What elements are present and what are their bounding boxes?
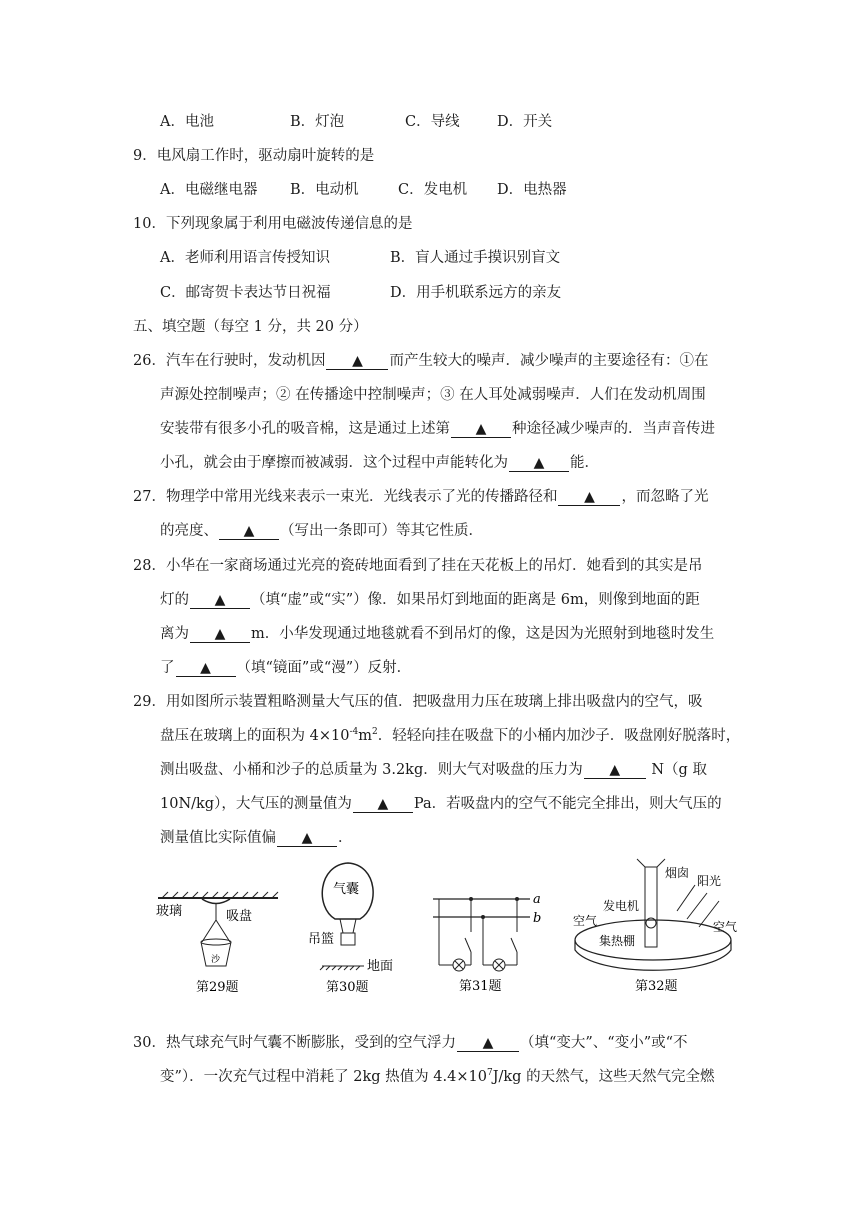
q29-exponent: 2 <box>371 727 378 738</box>
q10-option-c: C．邮寄贺卡表达节日祝福 <box>160 285 331 301</box>
q29-text: 10N/kg），大气压的测量值为 <box>160 796 352 812</box>
q29-text: N（g 取 <box>646 762 707 778</box>
q9-option-b: B．电动机 <box>290 182 359 198</box>
q8-option-d: D．开关 <box>497 114 553 130</box>
q30-text: 变”）．一次充气过程中消耗了 2kg 热值为 4.4×10 <box>160 1069 487 1085</box>
figure-30 <box>300 855 410 1000</box>
q29-line3 <box>160 760 707 780</box>
chimney-top <box>637 859 665 867</box>
answer-blank[interactable]: ▲ <box>509 455 569 472</box>
q28-line1: 28．小华在一家商场通过光亮的瓷砖地面看到了挂在天花板上的吊灯．她看到的其实是吊 <box>133 558 703 574</box>
q9-stem: 9．电风扇工作时，驱动扇叶旋转的是 <box>133 148 375 164</box>
label-sand: 沙 <box>211 955 221 965</box>
figure-31 <box>425 860 555 1000</box>
q26-text: 安装带有很多小孔的吸音棉，这是通过上述第 <box>160 421 450 437</box>
label-airbag: 气囊 <box>333 882 360 897</box>
junction <box>481 915 485 919</box>
q26-text: 小孔，就会由于摩擦而被减弱．这个过程中声能转化为 <box>160 455 508 471</box>
q10-stem: 10．下列现象属于利用电磁波传递信息的是 <box>133 216 413 232</box>
q29-text: 测出吸盘、小桶和沙子的总质量为 3.2kg．则大气对吸盘的压力为 <box>160 762 583 778</box>
switch-1 <box>465 938 471 952</box>
q30-text: 30．热气球充气时气囊不断膨胀，受到的空气浮力 <box>133 1035 456 1051</box>
label-air-left: 空气 <box>573 914 598 928</box>
answer-blank[interactable]: ▲ <box>277 830 337 847</box>
q27-line2 <box>160 521 483 541</box>
q26-line1 <box>133 351 708 371</box>
q27-text: ，而忽略了光 <box>621 489 709 505</box>
q26-text: 能． <box>570 455 599 471</box>
q29-text: 盘压在玻璃上的面积为 4×10 <box>160 728 350 744</box>
q8-option-c: C．导线 <box>405 114 460 130</box>
figure-29 <box>150 860 280 1000</box>
caption-31: 第31题 <box>459 979 502 994</box>
answer-blank[interactable]: ▲ <box>584 762 646 779</box>
answer-blank[interactable]: ▲ <box>219 523 279 540</box>
chimney <box>645 867 657 947</box>
q27-text: 的亮度、 <box>160 523 218 539</box>
caption-29: 第29题 <box>196 980 239 995</box>
q29-text: Pa．若吸盘内的空气不能完全排出，则大气压的 <box>413 796 722 812</box>
switch-2 <box>511 938 517 952</box>
q29-text: ． <box>338 830 353 846</box>
label-generator: 发电机 <box>603 899 640 913</box>
rope-left <box>340 919 343 933</box>
q26-line2: 声源处控制噪声；② 在传播途中控制噪声；③ 在人耳处减弱噪声．人们在发动机周围 <box>160 387 706 403</box>
q30-line2 <box>160 1067 715 1087</box>
label-shed: 集热棚 <box>599 934 636 948</box>
label-glass: 玻璃 <box>156 904 183 919</box>
q28-text: 离为 <box>160 626 189 642</box>
label-ground: 地面 <box>367 959 394 974</box>
ground-hatching <box>320 966 360 970</box>
caption-32: 第32题 <box>635 979 678 994</box>
label-air-right: 空气 <box>713 920 738 934</box>
answer-blank[interactable]: ▲ <box>451 421 511 438</box>
q28-text: m．小华发现通过地毯就看不到吊灯的像，这是因为光照射到地毯时发生 <box>251 626 715 642</box>
q28-text: （填“虚”或“实”）像．如果吊灯到地面的距离是 6m，则像到地面的距 <box>251 592 700 608</box>
q10-option-b: B．盲人通过手摸识别盲文 <box>390 250 561 266</box>
q28-line3 <box>160 624 714 644</box>
q29-exponent: -4 <box>349 727 359 738</box>
q29-line1: 29．用如图所示装置粗略测量大气压的值．把吸盘用力压在玻璃上排出吸盘内的空气，吸 <box>133 694 703 710</box>
suction-cup <box>202 899 230 904</box>
q10-option-a: A．老师利用语言传授知识 <box>160 250 330 266</box>
label-basket: 吊篮 <box>308 932 335 947</box>
q29-line4 <box>160 794 722 814</box>
junction <box>469 897 473 901</box>
answer-blank[interactable]: ▲ <box>457 1035 519 1052</box>
q30-text: J/kg 的天然气，这些天然气完全燃 <box>492 1069 715 1085</box>
figure-32 <box>565 855 745 1000</box>
q29-text: m <box>358 728 372 744</box>
label-a: a <box>533 892 541 907</box>
q27-line1 <box>133 487 708 507</box>
q29-line2 <box>160 726 740 746</box>
q28-text: （填“镜面”或“漫”）反射． <box>236 660 412 676</box>
q10-option-d: D．用手机联系远方的亲友 <box>390 285 562 301</box>
q30-line1 <box>133 1033 688 1053</box>
q26-text: 而产生较大的噪声．减少噪声的主要途径有：①在 <box>389 353 709 369</box>
answer-blank[interactable]: ▲ <box>190 626 250 643</box>
caption-30: 第30题 <box>326 980 369 995</box>
q26-text: 种途径减少噪声的．当声音传进 <box>512 421 715 437</box>
bucket-rim <box>201 939 231 945</box>
q26-text: 26．汽车在行驶时，发动机因 <box>133 353 326 369</box>
q8-option-b: B．灯泡 <box>290 114 345 130</box>
q28-line4 <box>160 658 411 678</box>
q29-text: ．轻轻向挂在吸盘下的小桶内加沙子．吸盘刚好脱落时， <box>377 728 741 744</box>
q9-option-c: C．发电机 <box>398 182 468 198</box>
label-chimney: 烟囱 <box>665 866 690 880</box>
label-sunlight: 阳光 <box>697 874 722 888</box>
answer-blank[interactable]: ▲ <box>353 796 413 813</box>
answer-blank[interactable]: ▲ <box>176 660 236 677</box>
answer-blank[interactable]: ▲ <box>326 353 388 370</box>
q28-text: 灯的 <box>160 592 189 608</box>
q27-text: 27．物理学中常用光线来表示一束光．光线表示了光的传播路径和 <box>133 489 558 505</box>
answer-blank[interactable]: ▲ <box>190 592 250 609</box>
q8-option-a: A．电池 <box>160 114 214 130</box>
q29-text: 测量值比实际值偏 <box>160 830 276 846</box>
label-suction-cup: 吸盘 <box>226 909 253 924</box>
section-heading: 五、填空题（每空 1 分，共 20 分） <box>133 319 368 335</box>
q9-option-d: D．电热器 <box>497 182 567 198</box>
q29-line5 <box>160 828 353 848</box>
q30-text: （填“变大”、“变小”或“不 <box>519 1035 688 1051</box>
q27-text: （写出一条即可）等其它性质． <box>280 523 483 539</box>
q28-text: 了 <box>160 660 175 676</box>
basket <box>341 933 355 945</box>
label-b: b <box>533 911 542 926</box>
answer-blank[interactable]: ▲ <box>558 489 620 506</box>
rope-right <box>353 919 356 933</box>
q26-line4 <box>160 453 599 473</box>
junction <box>515 897 519 901</box>
q28-line2 <box>160 590 700 610</box>
q26-line3 <box>160 419 715 439</box>
q9-option-a: A．电磁继电器 <box>160 182 258 198</box>
q30-exponent: 7 <box>486 1068 493 1079</box>
